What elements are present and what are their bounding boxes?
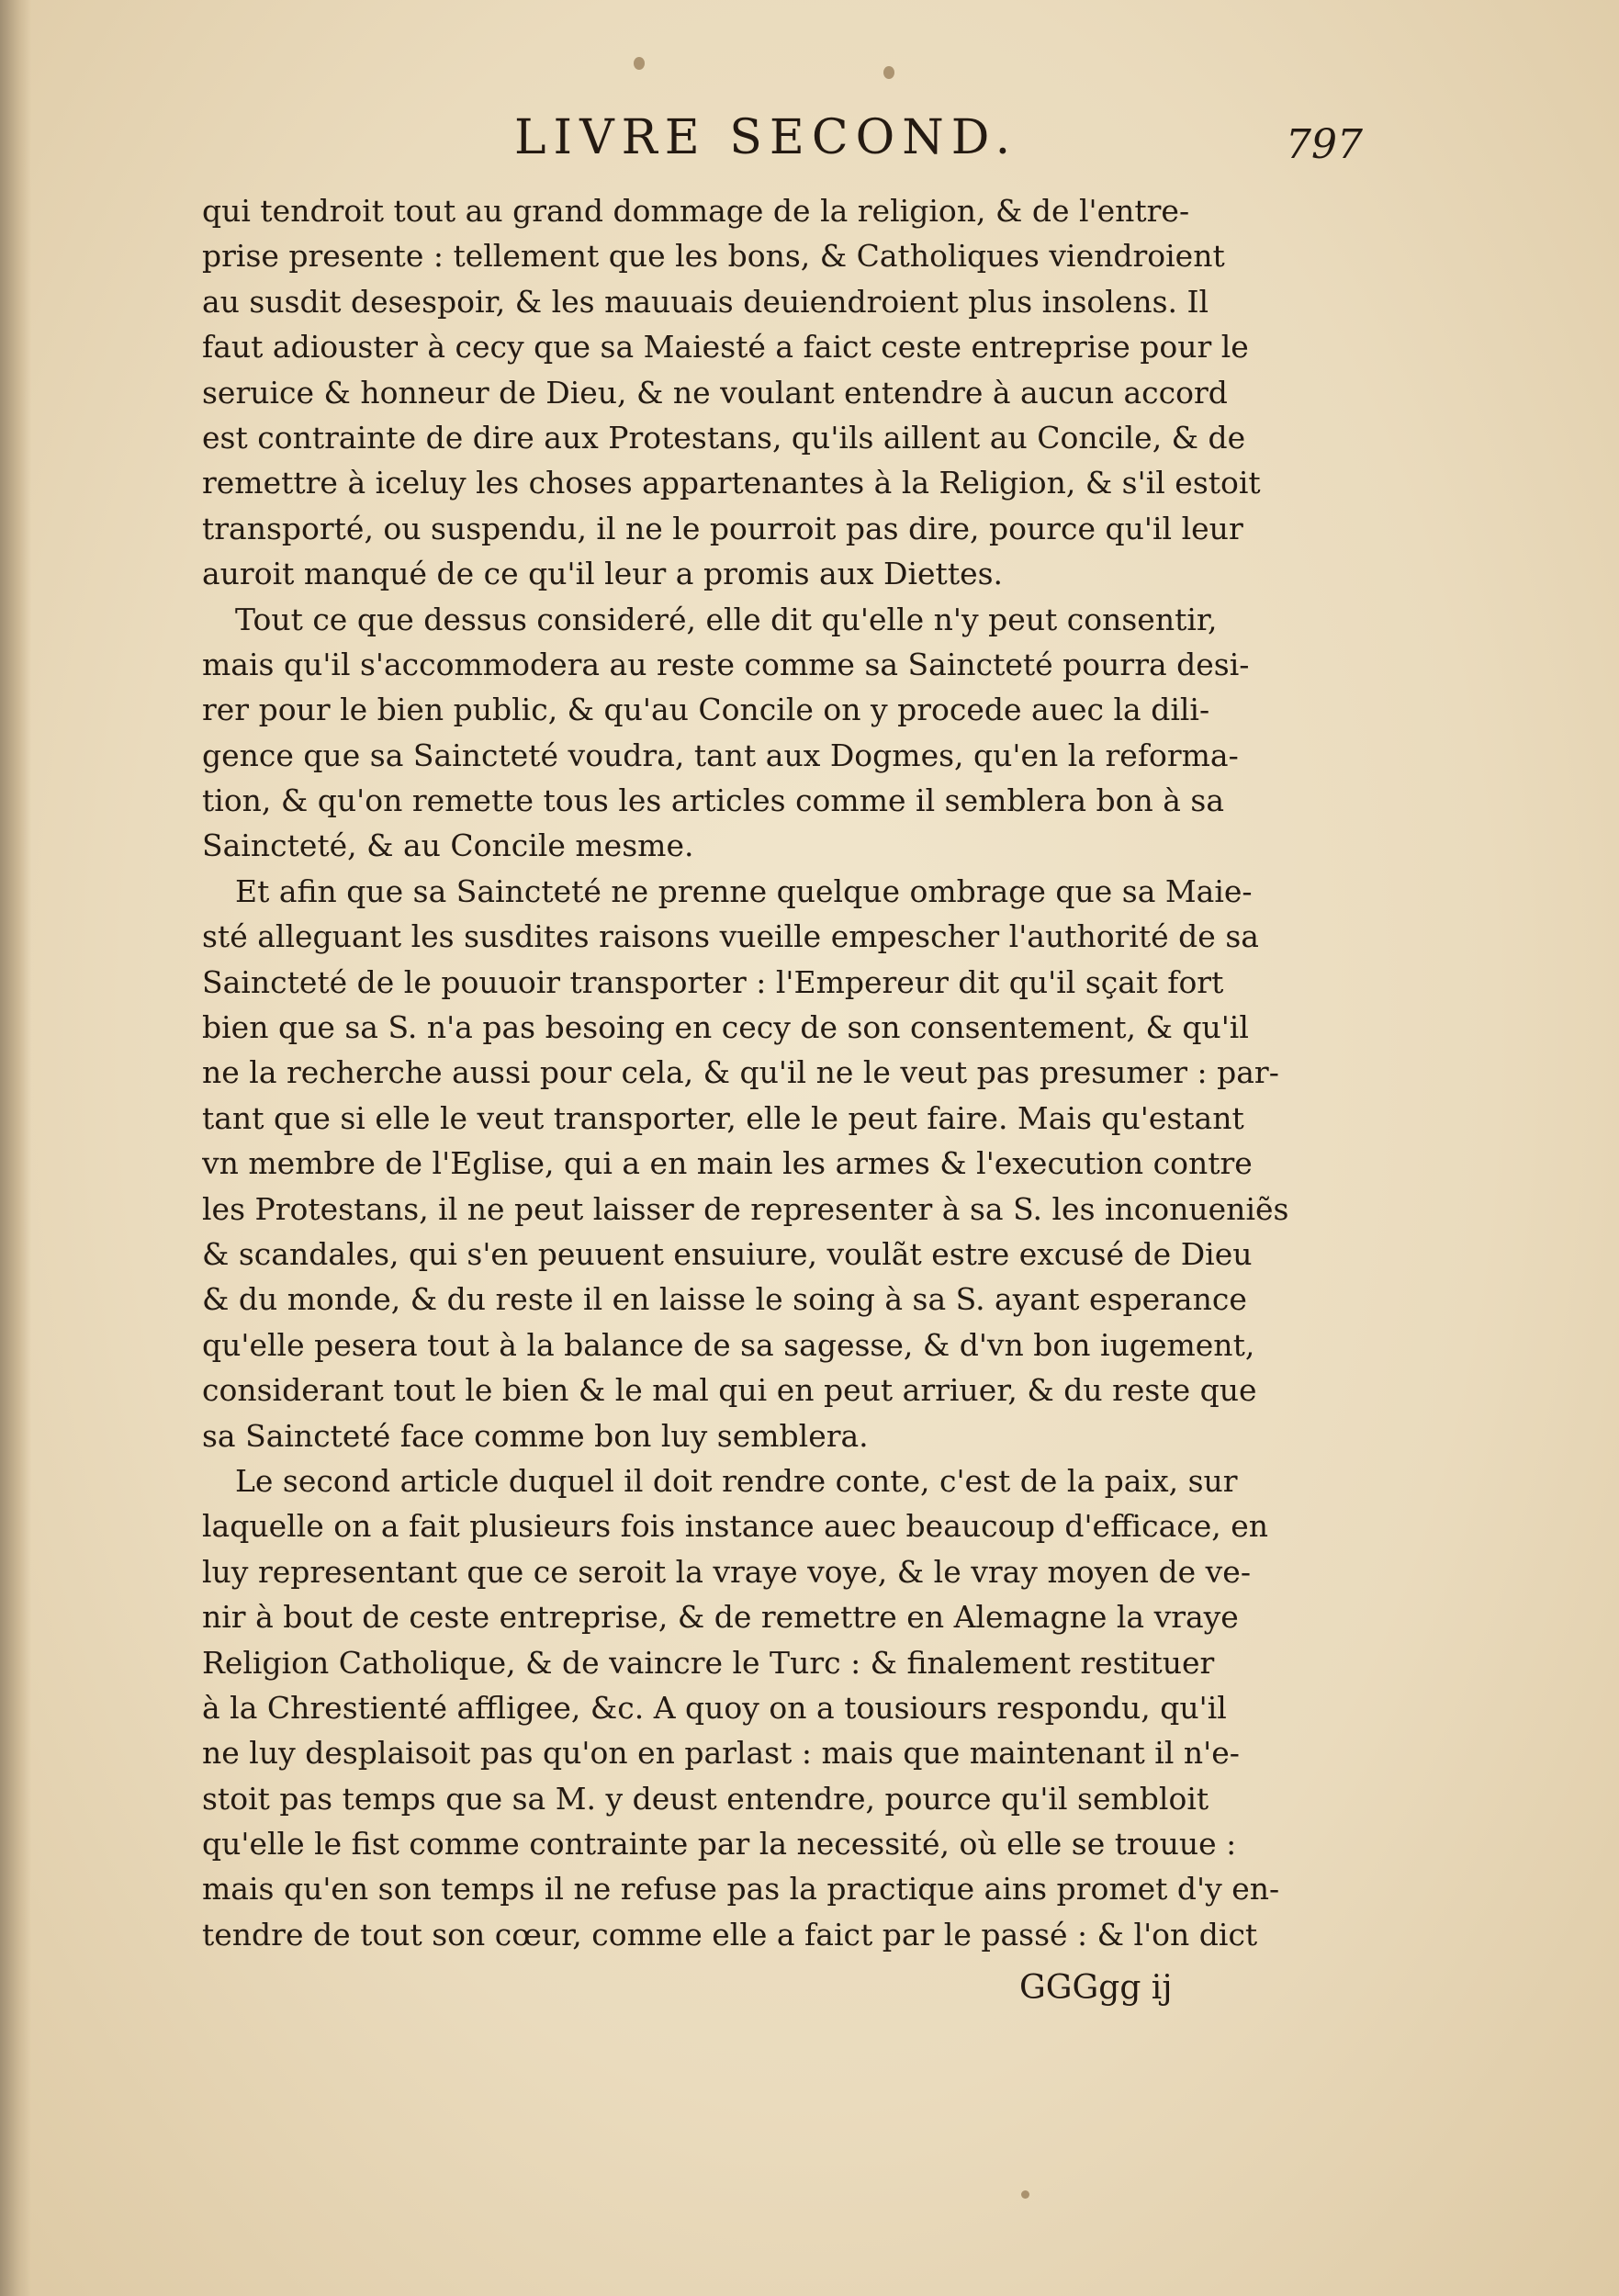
ink-spot [634,57,645,70]
text-line: ne la recherche aussi pour cela, & qu'il ne le veut pas presumer : par- [202,1054,1279,1091]
text-line: gence que sa Saincteté voudra, tant aux Dogmes, qu'en la reforma- [202,737,1239,773]
text-line: est contrainte de dire aux Protestans, qu'ils aillent au Concile, & de [202,419,1246,456]
text-line: prise presente : tellement que les bons, & Catholiques viendroient [202,238,1225,275]
text-line: Saincteté de le pouuoir transporter : l'Empereur dit qu'il sçait fort [202,963,1224,1000]
text-line: ne luy desplaisoit pas qu'on en parlast : mais que maintenant il n'e- [202,1735,1240,1772]
running-head: LIVRE SECOND. [514,110,1018,165]
text-line: tendre de tout son cœur, comme elle a faict par le passé : & l'on dict [202,1916,1258,1953]
text-line: vn membre de l'Eglise, qui a en main les armes & l'execution contre [202,1145,1253,1182]
text-line: rer pour le bien public, & qu'au Concile on y procede auec la dili- [202,692,1210,728]
ink-spot [1021,2190,1029,2199]
text-line: stoit pas temps que sa M. y deust entendre, pource qu'il sembloit [202,1780,1209,1817]
text-line: sa Saincteté face comme bon luy semblera. [202,1417,869,1454]
text-line: qu'elle pesera tout à la balance de sa sagesse, & d'vn bon iugement, [202,1326,1255,1363]
text-line: luy representant que ce seroit la vraye voye, & le vray moyen de ve- [202,1553,1251,1590]
text-line: Le second article duquel il doit rendre conte, c'est de la paix, sur [235,1462,1238,1499]
text-line: considerant tout le bien & le mal qui en peut arriuer, & du reste que [202,1372,1257,1409]
text-line: laquelle on a fait plusieurs fois instance auec beaucoup d'efficace, en [202,1508,1269,1545]
text-line: mais qu'en son temps il ne refuse pas la practique ains promet d'y en- [202,1871,1280,1908]
page-header [478,106,1363,170]
text-line: Saincteté, & au Concile mesme. [202,827,694,864]
text-line: qui tendroit tout au grand dommage de la religion, & de l'entre- [202,193,1190,229]
text-line: à la Chrestienté affligee, &c. A quoy on a tousiours respondu, qu'il [202,1689,1227,1726]
catchword-signature: GGGgg ij [1019,1969,1173,2007]
text-line: & scandales, qui s'en peuuent ensuiure, voulãt estre excusé de Dieu [202,1235,1253,1272]
paragraph-4 [202,1458,1368,1957]
text-line: transporté, ou suspendu, il ne le pourroit pas dire, pource qu'il leur [202,510,1243,546]
text-line: tant que si elle le veut transporter, elle le peut faire. Mais qu'estant [202,1099,1244,1136]
text-line: mais qu'il s'accommodera au reste comme sa Saincteté pourra desi- [202,646,1250,682]
text-line: auroit manqué de ce qu'il leur a promis aux Diettes. [202,556,1004,592]
text-line: bien que sa S. n'a pas besoing en cecy de son consentement, & qu'il [202,1009,1249,1046]
text-line: sté alleguant les susdites raisons vueille empescher l'authorité de sa [202,918,1259,955]
text-line: qu'elle le fist comme contrainte par la necessité, où elle se trouue : [202,1826,1237,1863]
text-line: seruice & honneur de Dieu, & ne voulant entendre à aucun accord [202,374,1228,411]
text-line: tion, & qu'on remette tous les articles comme il semblera bon à sa [202,782,1225,819]
body-text [202,188,1368,1957]
text-line: Religion Catholique, & de vaincre le Turc : & finalement restituer [202,1644,1215,1681]
paragraph-2 [202,597,1368,869]
text-line: les Protestans, il ne peut laisser de representer à sa S. les inconueniẽs [202,1190,1289,1227]
text-line: Tout ce que dessus consideré, elle dit qu'elle n'y peut consentir, [235,601,1218,637]
page-number: 797 [1286,121,1363,168]
text-line: au susdit desespoir, & les mauuais deuiendroient plus insolens. Il [202,283,1209,320]
text-line: faut adiouster à cecy que sa Maiesté a faict ceste entreprise pour le [202,329,1249,366]
text-line: & du monde, & du reste il en laisse le soing à sa S. ayant esperance [202,1281,1247,1318]
ink-spot [883,66,894,79]
text-line: Et afin que sa Saincteté ne prenne quelque ombrage que sa Maie- [235,872,1253,909]
binding-shadow [0,0,31,2296]
text-line: nir à bout de ceste entreprise, & de remettre en Alemagne la vraye [202,1599,1239,1636]
paragraph-1 [202,188,1368,597]
paragraph-3 [202,869,1368,1458]
text-line: remettre à iceluy les choses appartenantes à la Religion, & s'il estoit [202,465,1261,501]
